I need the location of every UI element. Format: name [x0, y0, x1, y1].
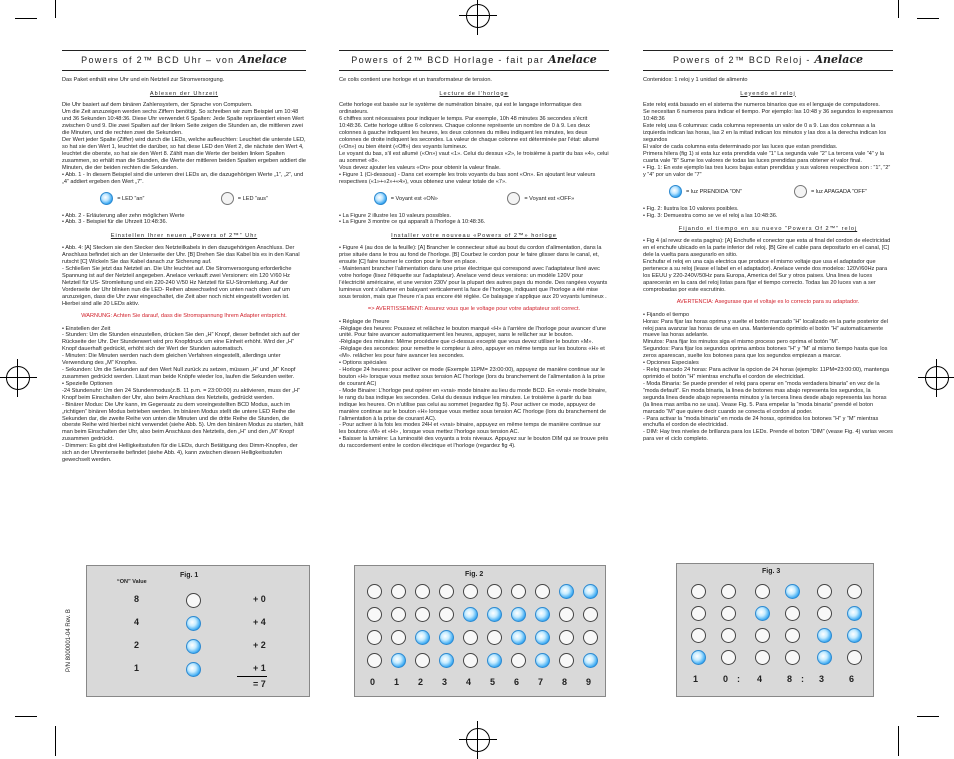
led-on-icon	[847, 628, 862, 643]
brand-logo: Anelace	[238, 53, 287, 66]
digit-label: 0	[370, 677, 376, 687]
led-off-icon	[439, 607, 454, 622]
led-on-icon	[669, 185, 682, 198]
led-on-icon	[487, 653, 502, 668]
body-text: Die Uhr basiert auf dem binären Zahlensystem, der Sprache von Computern. Um die Zeit anzuzeigen werden sechs Ziffern benötigt. So schreiben wir zum Beispiel um 10:48 und 36 Sekunden 10:48:36. Diese Uhr verwendet 6 Spalten: Jede Spalte repräsentiert einen Wert zwischen 0 und 9. Die zwei Spalten auf der linken Seite zeigen die Stunden an, die mittleren zwei die Minuten, und die rechten zwei die Sekunden. Der Wert jeder Spalte (Ziffer) wird durch die LEDs, welche aufleuchten: Leuchtet die unterste LED, so hat sie den Wert 1, leuchtet die darüber, so hat diese LED den Wert 2, die nächste den Wert 4, leuchtet die oberste, so hat sie den Wert 8. Zählt man die Werte der beiden linken Spalten zusammen, so erhält man die Stunden, die Werte der mittleren beiden Spalten ergeben addiert die Minuten, die der beiden rechten die Sekunden. • Abb. 1 - In diesem Beispiel sind die unteren drei LEDs an, die dazugehörigen Werte „1“, „2“, und „4“ addiert ergeben den Wert „7“.	[62, 102, 306, 185]
body-text: • Fijando el tiempo Horas: Para fijar las horas oprima y suelte el botón marcado “H” localizado en la parte posterior del reloj para avanzar las horas de una en una. Manteniendo oprimido el botón “H” automaticamente mueve las horas adelante. Minutos: Para fijar los minutos siga el mismo proceso pero oprima el botón “M”. Segundos: Para fijar los segundos oprima ambos botones “H” y “M” al mismo tiempo hasta que los zeros aparescan, suelte los botones para que los segundos empiezan a marcar. • Opciones Especiales - Reloj marcado 24 horas: Para activar la opcion de 24 horas (ejemplo: 11PM=23:00:00), mantenga oprimido el botón “H” mientras enchufla el cordon de electricidad. - Moda Binaria: Se puede prender el reloj para operar en “moda verdadera binaria” en vez de la “moda default”. En moda binaria, la linea de botones mas abajo representa los segundos, la segunda linea desde abajo representa minutos y la tercera linea desde abajo representa las horas (la linea mas arriba no se usa). Vease Fig. 5. Para empelar la “moda binaria” prendé el boton marcado “M” que quiere decir cuando se conecta el cordon al poder. - Para activar la “moda binaria” en moda de 24 horas, oprimidos los botones “H” y “M” mientras enchufla el cordon de electricidad. - DIM: Hay tres niveles de brillanza para los LEDs. Prende el boton “DIM” (vease Fig. 4) varias veces para ver el ciclo completo.	[643, 311, 893, 443]
warning-text: AVERTENCIA: Asegurase que el voltaje es lo correcto para su adaptador.	[676, 298, 860, 305]
led-on-label: = luz PRENDIDA “ON”	[686, 188, 742, 195]
led-on-icon	[511, 630, 526, 645]
led-on-icon	[463, 607, 478, 622]
part-number: P/N 8000001-04 Rev. B	[66, 609, 72, 672]
led-on-icon	[817, 628, 832, 643]
led-on-icon	[691, 650, 706, 665]
led-on-icon	[391, 653, 406, 668]
led-off-icon	[691, 584, 706, 599]
led-on-icon	[511, 607, 526, 622]
digit-label: 3	[442, 677, 448, 687]
led-on-icon	[583, 584, 598, 599]
german-column	[62, 50, 306, 469]
section-heading: Fijando el tiempo en su nuevo “Powers Of 2™” reloj	[678, 226, 858, 233]
crop-mark	[55, 0, 56, 18]
sum-term: + 1	[253, 663, 266, 673]
body-text: • Fig. 2: Ilustra los 10 valores posibles. • Fig. 3: Demuestra como se ve el reloj a las 10:48:36.	[643, 205, 778, 219]
led-off-icon	[559, 653, 574, 668]
body-text: • Abb. 2 - Erläuterung aller zehn möglichen Werte • Abb. 3 - Beispiel für die Uhrzeit 10:48:36.	[62, 212, 185, 226]
body-text: • Abb. 4: [A] Stecken sie den Stecker des Netzteilkabels in den dazugehörigen Anschluss. Der Anschluss befindet sich an der Unterseite der Uhr. [B] Drehen Sie das Kabel bis es in den Kanal rutscht [C] Wickeln Sie das Kabel danach zur Sicherung auf. - Schließen Sie jetzt das Netzteil an. Die Uhr leuchtet auf. Die Stromversorgung erforderliche Spannung ist auf der Netzteil angegeben. Anelace verkauft zwei Versionen: ein 120 V/60 Hz Netzteil für US- Stromleitung und ein 220-240 V/50 Hz Netzteil für EU-Stromleitung. Auf der Vorderseite der Uhr blinken nun die LED- Reihen abwechselnd von unten nach oben auf um anzuzeigen, dass die Uhr zwar eingeschaltet, die Zeit aber noch nicht eingestellt worden ist. Hierbei sind alle 20 LEDs aktiv.	[62, 245, 300, 307]
led-off-icon	[721, 650, 736, 665]
sum-line	[237, 676, 267, 677]
led-off-icon	[755, 628, 770, 643]
registration-mark	[6, 366, 30, 390]
bit-value-label: 4	[134, 617, 140, 627]
section-heading: Einstellen Ihrer neuen „Powers of 2™“ Uhr	[110, 233, 258, 240]
time-separator: :	[801, 674, 804, 684]
digit-label: 4	[466, 677, 472, 687]
led-off-icon	[755, 584, 770, 599]
led-on-icon	[535, 653, 550, 668]
section-heading: Installer votre nouveau «Powers of 2™» horloge	[391, 233, 557, 240]
digit-label: 8	[562, 677, 568, 687]
intro-text: Das Paket enthält eine Uhr und ein Netzteil zur Stromversorgung.	[62, 76, 225, 83]
warning-text: => AVERTISSEMENT: Assurez vous que le voltage pour votre adaptateur soit correct.	[367, 305, 581, 312]
brand-logo: Anelace	[548, 53, 597, 66]
total-value: = 7	[253, 679, 266, 689]
section-heading: Ablesen der Uhrzeit	[149, 90, 219, 97]
led-on-icon	[535, 607, 550, 622]
led-off-icon	[559, 630, 574, 645]
led-off-icon	[487, 630, 502, 645]
digit-label: 3	[819, 674, 825, 684]
crop-mark	[55, 726, 56, 756]
intro-text: Contenidos: 1 reloj y 1 unidad de alimento	[643, 76, 748, 83]
figure-title: Fig. 2	[465, 571, 484, 578]
led-on-icon	[439, 653, 454, 668]
digit-label: 6	[849, 674, 855, 684]
led-off-label: = LED “aus”	[237, 195, 268, 202]
led-on-icon	[847, 606, 862, 621]
led-on-label: = LED “an”	[117, 195, 145, 202]
led-off-icon	[507, 192, 520, 205]
led-off-icon	[391, 630, 406, 645]
led-off-icon	[415, 584, 430, 599]
spanish-column	[643, 50, 893, 448]
column-header	[339, 50, 609, 71]
registration-mark	[466, 4, 490, 28]
body-text: Este reloj está basado en el sistema the numeros binarios que es el lenguaje de computadores. Se necesitan 6 numeros para indicar el tiempo. Por ejemplo: las 10:48 y 36 segundos lo expresamos 10:48:36 Este reloj usa 6 columnas: cada columna representa un valor de 0 a 9. Las dos columnas a la izquierda indican las horas, las 2 en la mitad indican los minutos y las dos a la derecha indican los segundos El valor de cada columna esta determinado por las luces que estan prendidas. Primera hilera (fig 1) si esta luz esta prendida vale “1” La segunda vale “2” La tercera vale “4” y la cuarta vale “8” Sume los valores de todas las luces prendidas para obtener el valor final. • Fig. 1: En este ejemplo las tres luces bajas estan prendidas y sus valores respectivos son : “1”, “2” y “4” por un valor de “7”	[643, 102, 893, 178]
crop-mark	[15, 716, 37, 717]
led-off-icon	[221, 192, 234, 205]
led-off-icon	[487, 584, 502, 599]
body-text: • Réglage de l’heure -Réglage des heures: Poussez et relâchez le bouton marqué «H» à l’arrière de l’horloge pour avancer d’une unité. Pour faire avancer automatiquement les heures, appuyer, sans le relâcher sur le bouton. -Réglage des minutes: Même procédure que ci-dessus excepté que vous devez utiliser le bouton «M». -Réglage des secondes: pour remettre le compteur à zéro, appuyer en même temps sur les boutons «H» et «M». relâcher les pour faire avancer les secondes. • Options spéciales - Horloge 24 heures: pour activer ce mode (Exemple 11PM= 23:00:00), appuyez de manière continue sur le bouton «H» lorsque vous mettez sous tension AC l’horloge (lors du branchement de l’alimentation à la prise de courant AC) - Mode Binaire: L’horloge peut opérer en «vrai» mode binaire au lieu du mode BCD. En «vrai» mode binaire, le rang du bas indique les secondes. Celui du dessus indique les minutes. Le troisième à partir du bas indique les heures. On n’utilise pas celui au sommet (regardez fig 5). Pour activer ce mode, appuyez de manière continue sur le bouton «H» lorsque vous mettez sous tension AC l’horloge (lors du branchement de l’alimentation à la prise de courant AC). - Pour activer à la fois les modes 24H et «vrai» binaire, appuyez en même temps de manière continue sur les boutons «M» et «H» , lorsque vous mettez l’horloge sous tension AC. • Baisser la lumière: La luminosité des voyants a trois niveaux. Appuyez sur le bouton DIM qui se trouve près du raccordement entre le cordon électrique et l’horloge (regardez fig 4).	[339, 318, 609, 450]
body-text: • Figure 4 (au dos de la feuille): [A] Brancher le connecteur situé au bout du cordon d’alimentation, dans la prise située dans le trou au fond de l’horloge. [B] Courbez le cordon pour le faire glisser dans le canal, et, ensuite [C] faire tourner le cordon pour le fixer en place. - Maintenant brancher l’alimentation dans une prise électrique qui correspond avec l’adaptateur livré avec votre horloge (lisez l’étiquette sur l’adaptateur). Anelace vend deux versions: un modèle 120V pour l’électricité américaine, et une version 230V pour la plupart des autres pays du monde. Des rangées voyants lumineux vont s’allumer en balayant verticalement la face de l’horloge, indiquant que l’horloge a été mise sous tension, mais que l’heure n’a pas encore été réglée. Ce balayage s’applique aux 20 voyants lumineux .	[339, 245, 608, 300]
digit-label: 4	[757, 674, 763, 684]
led-legend	[643, 185, 893, 198]
body-text: Cette horloge est basée sur le système de numération binaire, qui est le langage informatique des ordinateurs. 6 chiffres sont nécessaires pour indiquer le temps. Par exemple, 10h 48 minutes 36 secondes s’écrit 10:48:36. Cette horloge utilise 6 colonnes. Chaque colonne représente un nombre de 0 à 9. Les deux colonnes à gauche indiquent les heures, les deux colonnes du milieu indiquent les minutes, les deux colonnes de droite indiquent les secondes. La valeur de chaque colonne est déterminée par l’état: allumé («On») ou bien éteint («Off») des voyants lumineux. Le voyant du bas, s’il est allumé («On») vaut «1». Celui du dessus «2», le troisième à partir du bas «4», celui au sommet «8». Vous devez ajouter les valeurs «On» pour obtenir la valeur finale. • Figure 1 (Ci-dessous) - Dans cet exemple les trois voyants du bas sont «On». En ajoutant leur valeurs respectives («1»+«2»+«4»), vous obtenez une valeur totale de «7».	[339, 102, 609, 185]
led-off-icon	[463, 630, 478, 645]
figure-title: Fig. 1	[180, 572, 199, 579]
intro-text: Ce colis contient une horloge et un transformateur de tension.	[339, 76, 492, 83]
crop-mark	[898, 0, 899, 18]
led-off-icon	[559, 607, 574, 622]
led-off-icon	[691, 628, 706, 643]
led-off-icon	[847, 584, 862, 599]
digit-label: 1	[693, 674, 699, 684]
figure-1	[86, 565, 310, 697]
crop-mark	[917, 18, 939, 19]
body-text: • Fig 4 (al revez de esta pagina): [A] Enchufle el conector que esta al final del cordon de electricidad en el enchufe ubicado en la parte inferior del reloj. [B] Gire el cable para depositarlo en el canal, [C] dele la vuelta para asegurarlo en sitio. Enchufar el reloj en una caja electrica que produce el mismo voltaje que usa el adaptador que pertenece a su reloj (lease el label en el adaptador). Anelace vende dos modelos: 120V/60Hz para los EEUU y 220-240V/50Hz para Europa, America del Sur y otros paises. Una linea de luces aparecerán en la cara del reloj listas para fijar el tiempo correcto. Todas las 20 luces van a ser comprobadas por este escrutinio.	[643, 238, 891, 293]
led-off-icon	[367, 630, 382, 645]
digit-label: 6	[514, 677, 520, 687]
body-text: • Einstellen der Zeit - Stunden: Um die Stunden einzustellen, drücken Sie den „H“ Knopf, dieser befindet sich auf der Rückseite der Uhr. Der Stundenwert wird pro Knopfdruck um eine Einheit erhöht. Wird der „H“ Knopf dauerhaft gedrückt, erhöht sich der Wert der Stunden automatisch. - Minuten: Die Minuten werden nach dem gleichen Verfahren eingestellt, allerdings unter Verwendung des „M“ Knopfes. - Sekunden: Um die Sekunden auf den Wert Null zurück zu setzen, müssen „H“ und „M“ Knopf zusammen gedrückt werden. Lässt man beide Knöpfe wieder los, laufen die Sekunden weiter. • Spezielle Optionen -24 Stundenuhr: Um den 24 Stundenmodus(z.B. 11 p.m. = 23:00:00) zu aktivieren, muss der „H“ Knopf beim Einschalten der Uhr, also beim Anschluss des Netzteils, gedrückt werden. - Binärer Modus: Die Uhr kann, im Gegensatz zu dem voreingestellten BCD Modus, auch im „richtigen“ binären Modus betrieben werden. Im binären Modus stellt die untere LED Reihe die Sekunden dar, die zweite Reihe von unten die Minuten und die dritte Reihe die Stunden, die oberste Reihe wird hierbei nicht verwendet (siehe Abb. 5). Um den binären Modus zu starten, hält man beim Einschalten der Uhr, also beim Anschluss des Netzteils, den „H“ und den „M“ Knopf zusammen gedrückt. - Dimmen: Es gibt drei Helligkeitsstufen für die LEDs, durch Betätigung des Dimm-Knopfes, der sich an der Uhrenterseite befindet (siehe Abb. 4), kann zwischen diesen Helligkeitsstufen gewechselt werden.	[62, 325, 304, 464]
led-off-icon	[721, 584, 736, 599]
led-off-label: = luz APAGADA “OFF”	[810, 188, 867, 195]
led-off-icon	[511, 584, 526, 599]
column-header	[62, 50, 306, 71]
column-title: Powers of 2™ BCD Reloj -	[672, 55, 811, 65]
led-off-icon	[415, 653, 430, 668]
crop-mark	[898, 726, 899, 756]
column-header	[643, 50, 893, 71]
led-off-icon	[691, 606, 706, 621]
led-off-icon	[367, 584, 382, 599]
led-on-label: = Voyant est «ON»	[390, 195, 438, 202]
brand-logo: Anelace	[814, 53, 864, 66]
french-column	[339, 50, 609, 455]
bit-value-label: 2	[134, 640, 140, 650]
value-header: “ON” Value	[117, 579, 147, 585]
digit-label: 9	[586, 677, 592, 687]
bit-value-label: 8	[134, 594, 140, 604]
led-on-icon	[186, 616, 201, 631]
figure-3	[676, 563, 874, 697]
led-off-icon	[391, 607, 406, 622]
led-off-icon	[415, 607, 430, 622]
led-off-icon	[463, 584, 478, 599]
figure-2	[354, 565, 606, 697]
led-off-icon	[367, 653, 382, 668]
led-on-icon	[487, 607, 502, 622]
led-on-icon	[755, 606, 770, 621]
led-on-icon	[785, 584, 800, 599]
led-off-icon	[186, 593, 201, 608]
section-heading: Lecture de l’horloge	[439, 90, 509, 97]
led-on-icon	[186, 662, 201, 677]
sum-term: + 4	[253, 617, 266, 627]
led-on-icon	[583, 653, 598, 668]
time-separator: :	[737, 674, 740, 684]
led-off-icon	[755, 650, 770, 665]
led-on-icon	[100, 192, 113, 205]
section-heading: Leyendo el reloj	[740, 90, 796, 97]
led-on-icon	[439, 630, 454, 645]
led-off-icon	[511, 653, 526, 668]
led-off-icon	[785, 650, 800, 665]
sum-term: + 0	[253, 594, 266, 604]
led-on-icon	[559, 584, 574, 599]
column-title: Powers of 2™ BCD Uhr – von	[81, 55, 235, 65]
sum-term: + 2	[253, 640, 266, 650]
digit-label: 0	[723, 674, 729, 684]
led-off-icon	[817, 606, 832, 621]
registration-mark	[466, 728, 490, 752]
led-off-icon	[583, 630, 598, 645]
led-off-icon	[463, 653, 478, 668]
led-off-icon	[391, 584, 406, 599]
registration-mark	[925, 366, 949, 390]
crop-mark	[917, 716, 939, 717]
led-off-label: = Voyant est «OFF»	[524, 195, 575, 202]
led-on-icon	[186, 639, 201, 654]
led-legend	[339, 192, 609, 205]
led-off-icon	[785, 606, 800, 621]
led-legend	[62, 192, 306, 205]
led-on-icon	[817, 650, 832, 665]
led-off-icon	[817, 584, 832, 599]
digit-label: 1	[394, 677, 400, 687]
digit-label: 8	[787, 674, 793, 684]
digit-label: 5	[490, 677, 496, 687]
led-off-icon	[721, 606, 736, 621]
warning-text: WARNUNG: Achten Sie darauf, dass die Stromspannung Ihrem Adapter entspricht.	[81, 312, 287, 319]
led-on-icon	[374, 192, 387, 205]
body-text: • La Figure 2 illustre les 10 valeurs possibles. • La Figure 3 montre ce qui apparaît à l’horloge à 10:48:36.	[339, 212, 486, 226]
led-off-icon	[721, 628, 736, 643]
figure-title: Fig. 3	[762, 568, 781, 575]
crop-mark	[15, 18, 37, 19]
led-off-icon	[367, 607, 382, 622]
led-off-icon	[439, 584, 454, 599]
led-on-icon	[535, 630, 550, 645]
digit-label: 7	[538, 677, 544, 687]
column-title: Powers of 2™ BCD Horlage - fait par	[351, 55, 545, 65]
led-off-icon	[583, 607, 598, 622]
led-off-icon	[785, 628, 800, 643]
led-off-icon	[794, 185, 807, 198]
led-off-icon	[847, 650, 862, 665]
bit-value-label: 1	[134, 663, 140, 673]
led-off-icon	[535, 584, 550, 599]
led-on-icon	[415, 630, 430, 645]
digit-label: 2	[418, 677, 424, 687]
